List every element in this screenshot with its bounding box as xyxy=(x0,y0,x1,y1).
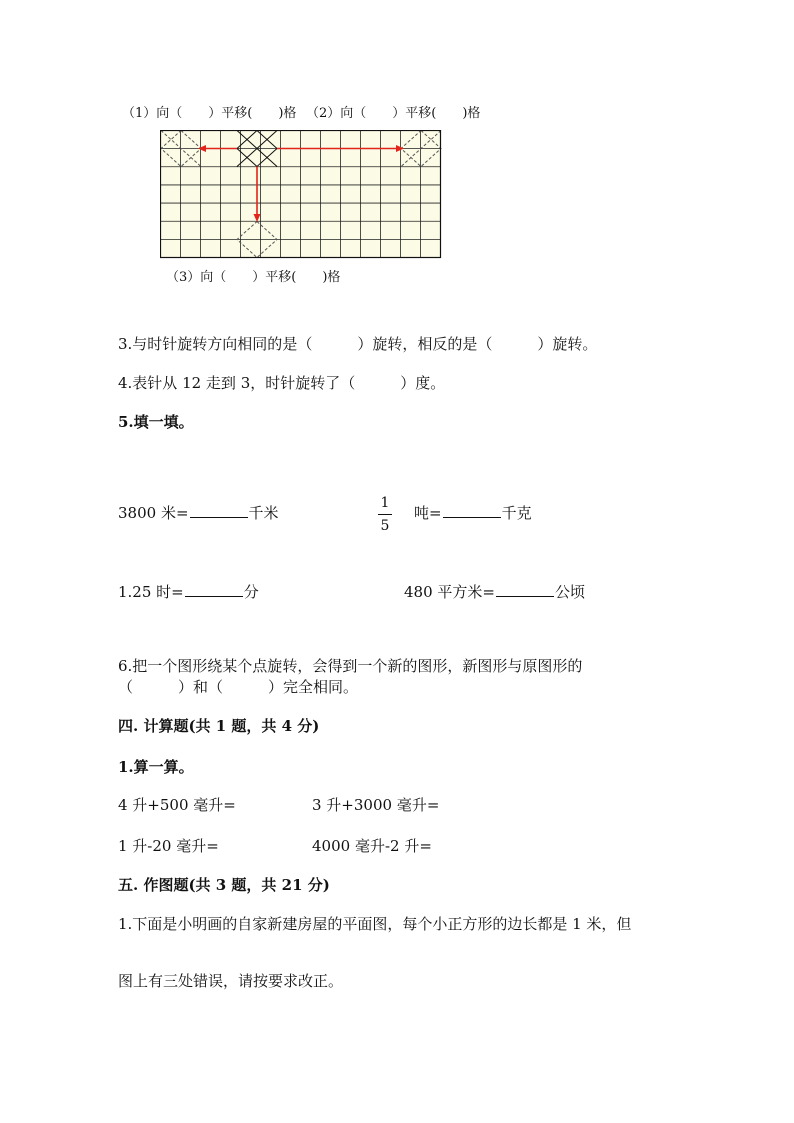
fill-item-3-left: 1.25 时= xyxy=(118,583,184,601)
fill-blank-2[interactable] xyxy=(443,503,501,518)
grid-label-2: （2）向（ ）平移( )格 xyxy=(306,106,481,121)
section-5-question-1-line-1: 1.下面是小明画的自家新建房屋的平面图，每个小正方形的边长都是 1 米，但 xyxy=(118,915,632,933)
question-6-line-2: （ ）和（ ）完全相同。 xyxy=(118,678,359,696)
question-6-line-1: 6.把一个图形绕某个点旋转，会得到一个新的图形，新图形与原图形的 xyxy=(118,657,583,675)
fraction-bar xyxy=(378,514,392,515)
section-5-title: 五. 作图题(共 3 题，共 21 分) xyxy=(118,876,330,894)
fill-item-3-right: 分 xyxy=(243,583,259,601)
fill-blank-1[interactable] xyxy=(190,503,248,518)
question-3: 3.与时针旋转方向相同的是（ ）旋转，相反的是（ ）旋转。 xyxy=(118,335,598,353)
fill-item-2-right: 千克 xyxy=(501,504,532,522)
question-5-title: 5.填一填。 xyxy=(118,413,194,431)
fill-item-4-right: 公顷 xyxy=(554,583,585,601)
calc-3: 1 升-20 毫升= xyxy=(118,837,219,855)
grid-label-1: （1）向（ ）平移( )格 xyxy=(122,106,297,121)
fraction-one-fifth xyxy=(378,494,392,535)
fill-item-2-left: 吨= xyxy=(414,504,442,522)
question-4: 4.表针从 12 走到 3，时针旋转了（ ）度。 xyxy=(118,374,446,392)
section-4-title: 四. 计算题(共 1 题，共 4 分) xyxy=(118,717,320,735)
section-5-question-1-line-2: 图上有三处错误，请按要求改正。 xyxy=(118,972,344,990)
calc-1: 4 升+500 毫升= xyxy=(118,796,236,814)
grid-label-3: （3）向（ ）平移( )格 xyxy=(166,270,341,285)
fill-item-1 xyxy=(118,503,279,523)
section-4-question-1-title: 1.算一算。 xyxy=(118,758,194,776)
fill-item-1-right: 千米 xyxy=(248,504,279,522)
calc-2: 3 升+3000 毫升= xyxy=(312,796,440,814)
fill-item-2 xyxy=(414,503,532,523)
translation-grid xyxy=(160,130,444,260)
fraction-denominator: 5 xyxy=(380,518,390,534)
fill-item-3 xyxy=(118,582,259,602)
calc-4: 4000 毫升-2 升= xyxy=(312,837,432,855)
fraction-numerator: 1 xyxy=(380,495,390,511)
fill-blank-4[interactable] xyxy=(496,582,554,597)
fill-item-1-left: 3800 米= xyxy=(118,504,189,522)
fill-item-4-left: 480 平方米= xyxy=(404,583,495,601)
fill-item-4 xyxy=(404,582,585,602)
fill-blank-3[interactable] xyxy=(185,582,243,597)
